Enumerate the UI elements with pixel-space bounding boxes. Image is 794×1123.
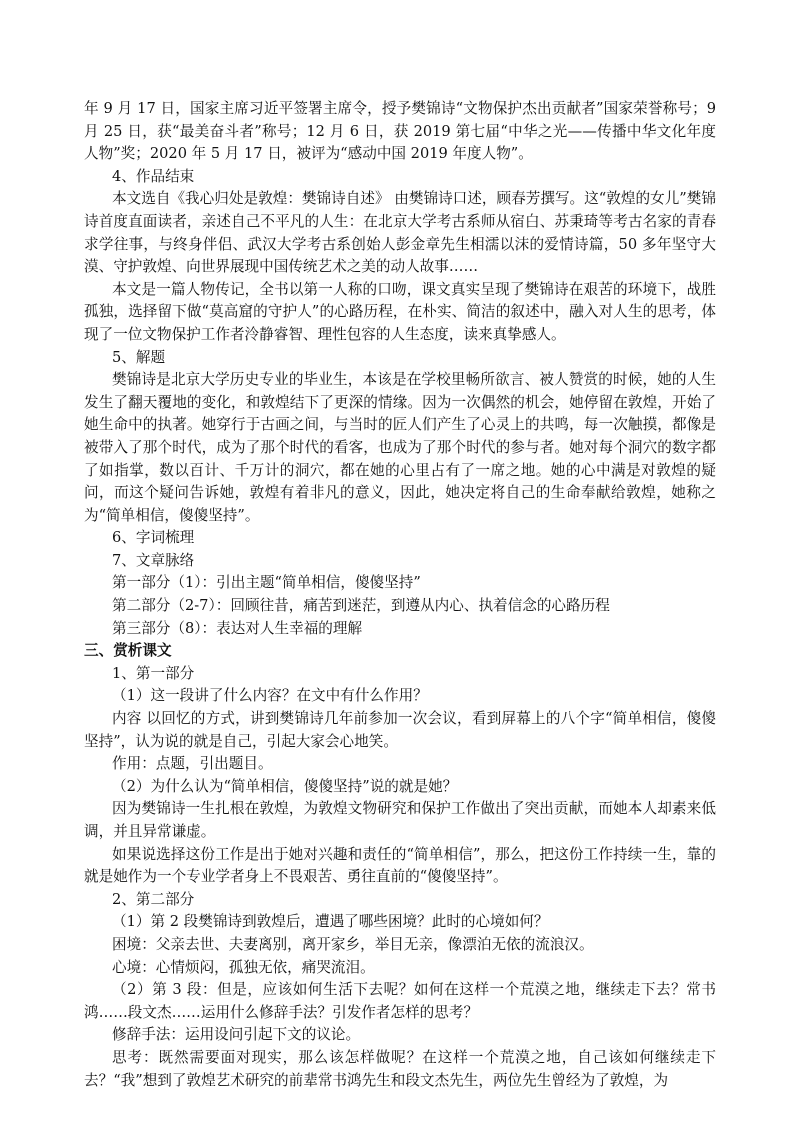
subheading: 2、第二部分 [112,890,195,908]
body-paragraph: 年 9 月 17 日，国家主席习近平签署主席令，授予樊锦诗“文物保护杰出贡献者”国家荣誉称号；9 月 25 日，获“最美奋斗者”称号；12 月 6 日，获 2019 第七届“中华之光——传播中华文化年度人物”奖；2020 年 5 月 17 日，被评为“感动中国 2019 年度人物”。 [84,100,716,163]
subheading: 7、文章脉络 [112,551,195,569]
body-paragraph: 本文是一篇人物传记，全书以第一人称的口吻，课文真实呈现了樊锦诗在艰苦的环境下，战胜孤独，选择留下做“莫高窟的守护人”的心路历程，在朴实、简洁的叙述中，融入对人生的思考，体现了一位文物保护工作者泠静睿智、理性包容的人生态度，读来真挚感人。 [84,280,716,343]
body-paragraph: 因为樊锦诗一生扎根在敦煌，为敦煌文物研究和保护工作做出了突出贡献，而她本人却素来低调，并且异常谦虚。 [84,800,716,840]
body-paragraph: 内容 以回忆的方式，讲到樊锦诗几年前参加一次会议，看到屏幕上的八个字“简单相信，傻傻坚持”，认为说的就是自己，引起大家会心地笑。 [84,710,716,750]
body-paragraph: 樊锦诗是北京大学历史专业的毕业生，本该是在学校里畅所欲言、被人赞赏的时候，她的人生发生了翻天覆地的变化，和敦煌结下了更深的情缘。因为一次偶然的机会，她停留在敦煌，开始了她生命中的执著。她穿行于古画之间，与当时的匠人们产生了心灵上的共鸣，每一次触摸，都像是被带入了那个时代，成为了那个时代的看客，也成为了那个时代的参与者。她对每个洞穴的数字都了如指掌，数以百计、千万计的洞穴，都在她的心里占有了一席之地。她的心中满是对敦煌的疑问，而这个疑问告诉她，敦煌有着非凡的意义，因此，她决定将自己的生命奉献给敦煌，她称之为“简单相信，傻傻坚持”。 [84,371,716,524]
subheading: 6、字词梳理 [112,529,195,547]
subheading: （2）为什么认为“简单相信，傻傻坚持”说的就是她？ [112,777,458,795]
body-paragraph: （2）第 3 段：但是，应该如何生活下去呢？如何在这样一个荒漠之地，继续走下去？常书鸿……段文杰……运用什么修辞手法？引发作者怎样的思考？ [84,981,716,1021]
subheading: 5、解题 [112,348,166,366]
subheading: 心境：心情烦闷，孤独无依，痛哭流泪。 [112,958,375,976]
subheading: 第三部分（8）：表达对人生幸福的理解 [112,619,363,637]
body-paragraph: 如果说选择这份工作是出于她对兴趣和责任的“简单相信”，那么，把这份工作持续一生，靠的就是她作为一个专业学者身上不畏艰苦、勇往直前的“傻傻坚持”。 [84,845,716,886]
subheading: 1、第一部分 [112,664,195,682]
body-paragraph: 本文选自《我心归处是敦煌：樊锦诗自述》 由樊锦诗口述，顾春芳撰写。这“敦煌的女儿”樊锦诗首度直面读者，亲述自己不平凡的人生：在北京大学考古系师从宿白、苏秉琦等考古名家的青春求学往事，与终身伴侣、武汉大学考古系创始人彭金章先生相濡以沫的爱情诗篇，50 多年坚守大漠、守护敦煌、向世界展现中国传统艺术之美的动人故事…… [84,190,716,276]
subheading: （1）第 2 段樊锦诗到敦煌后，遭遇了哪些困境？此时的心境如何？ [112,913,549,931]
subheading: 第一部分（1）：引出主题“简单相信，傻傻坚持” [112,574,421,592]
section-heading: 三、赏析课文 [84,642,172,660]
subheading: 4、作品结束 [112,167,195,185]
subheading: 修辞手法：运用设问引起下文的议论。 [112,1026,361,1044]
subheading: 作用：点题，引出题目。 [112,755,273,773]
subheading: 困境：父亲去世、夫妻离别，离开家乡，举目无亲，像漂泊无依的流浪汉。 [112,935,594,953]
document-page [84,98,716,1092]
subheading: 第二部分（2-7）：回顾往昔，痛苦到迷茫，到遵从内心、执着信念的心路历程 [112,597,610,615]
body-paragraph: 思考：既然需要面对现实，那么该怎样做呢？在这样一个荒漠之地，自己该如何继续走下去？“我”想到了敦煌艺术研究的前辈常书鸿先生和段文杰先生，两位先生曾经为了敦煌，为 [84,1048,716,1089]
subheading: （1）这一段讲了什么内容？在文中有什么作用？ [112,687,428,705]
